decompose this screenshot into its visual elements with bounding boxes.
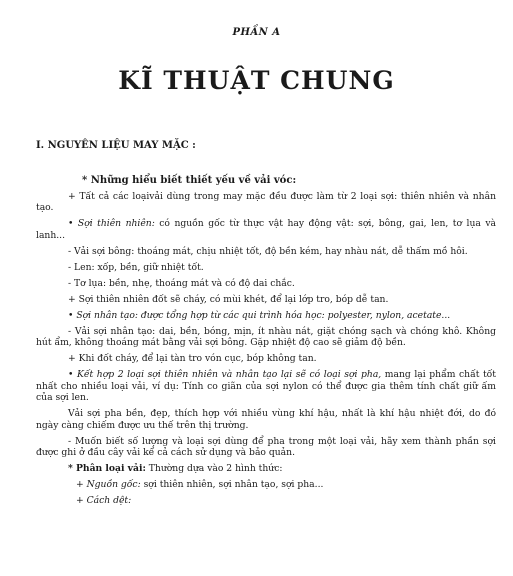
term-synthetic-fiber: Sợi nhân tạo: được tổng hợp từ các qui trình hóa học: polyester, nylon, acetate... bbox=[76, 309, 451, 321]
subheading-fabric-classification: * Phân loại vải: bbox=[68, 463, 146, 474]
paragraph bbox=[36, 479, 496, 491]
page-title: KĨ THUẬT CHUNG bbox=[118, 66, 395, 95]
paragraph bbox=[36, 218, 496, 241]
term-blended-fiber: Kết hợp 2 loại sợi thiên nhiên và nhân tạo lại sẽ có loại sợi pha, bbox=[77, 369, 382, 380]
paragraph: - Vải sợi bông: thoáng mát, chịu nhiệt tốt, độ bền kém, hay nhàu nát, dễ thấm mồ hôi. bbox=[68, 245, 468, 257]
subheading-fabric-knowledge: * Những hiểu biết thiết yếu về vải vóc: bbox=[82, 175, 297, 186]
paragraph-text: Thường dựa vào 2 hình thức: bbox=[145, 463, 283, 474]
paragraph-text: mang lại phẩm chất tốt nhất cho nhiều loại vải, ví dụ: Tính co giãn của sợi nylon có thể được gia thêm tính chất giữ ấm của sợi len. bbox=[36, 369, 496, 403]
paragraph: - Tơ lụa: bền, nhẹ, thoáng mát và có độ dai chắc. bbox=[68, 277, 295, 289]
paragraph bbox=[36, 463, 496, 475]
paragraph: + Khi đốt cháy, để lại tàn tro vón cục, bóp không tan. bbox=[68, 353, 317, 364]
bullet: • bbox=[68, 369, 77, 380]
term-natural-fiber: Sợi thiên nhiên: bbox=[77, 218, 155, 229]
bullet: • bbox=[68, 218, 78, 229]
section-heading: I. NGUYÊN LIỆU MAY MẶC : bbox=[36, 140, 196, 151]
term-origin: + Nguồn gốc: bbox=[76, 479, 141, 490]
paragraph: + Sợi thiên nhiên đốt sẽ cháy, có mùi khét, để lại lớp tro, bóp dễ tan. bbox=[68, 293, 389, 305]
paragraph bbox=[36, 310, 496, 322]
paragraph bbox=[36, 369, 496, 404]
paragraph bbox=[36, 495, 496, 507]
bullet: • bbox=[68, 309, 77, 321]
paragraph: + Tất cả các loạivải dùng trong may mặc đều được làm từ 2 loại sợi: thiên nhiên và nhân tạo. bbox=[36, 190, 496, 213]
body-text bbox=[36, 175, 496, 511]
paragraph: - Vải sợi nhân tạo: dai, bền, bóng, mịn, ít nhàu nát, giặt chóng sạch và chóng khô. Không hút ẩm, không thoáng mát bằng vải sợi bông. Gặp nhiệt độ cao sẽ giảm độ bền. bbox=[36, 325, 496, 348]
paragraph-text: có nguồn gốc từ thực vật hay động vật: sợi, bông, gai, len, tơ lụa và lanh... bbox=[36, 218, 497, 241]
part-label: PHẦN A bbox=[232, 27, 281, 38]
paragraph: Vải sợi pha bền, đẹp, thích hợp với nhiều vùng khí hậu, nhất là khí hậu nhiệt đới, do đó ngày càng chiếm được ưu thế trên thị trường. bbox=[36, 408, 496, 431]
term-weaving-method: + Cách dệt: bbox=[76, 495, 132, 506]
paragraph-text: sợi thiên nhiên, sợi nhân tạo, sợi pha... bbox=[140, 479, 324, 490]
paragraph: - Muốn biết số lượng và loại sợi dùng để pha trong một loại vải, hãy xem thành phần sợi được ghi ở đầu cây vải kể cả cách sử dụng và bảo quản. bbox=[36, 435, 496, 458]
paragraph: - Len: xốp, bền, giữ nhiệt tốt. bbox=[68, 261, 204, 273]
